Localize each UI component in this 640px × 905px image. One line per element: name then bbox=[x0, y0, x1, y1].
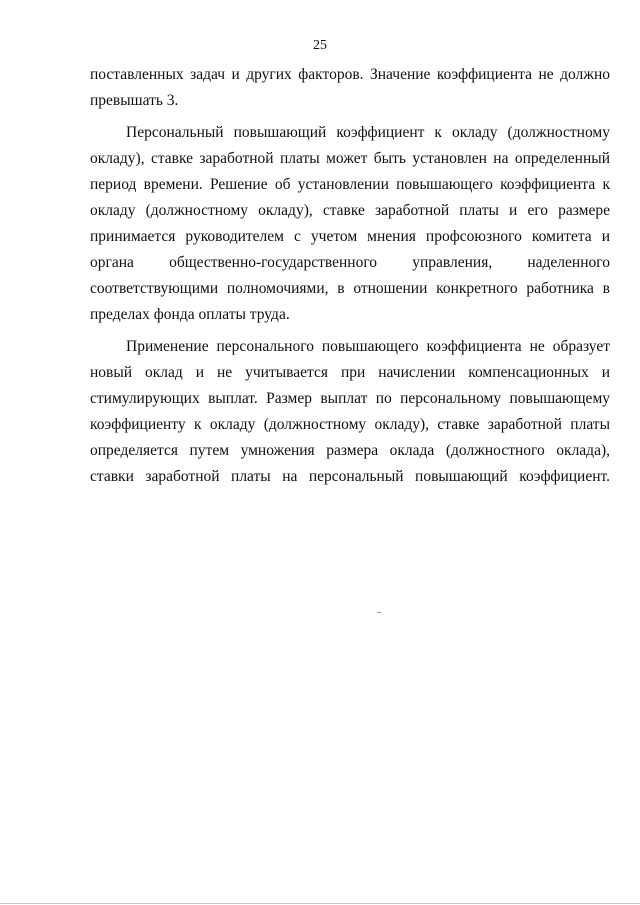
scan-speck bbox=[377, 612, 381, 613]
paragraph-continuation: поставленных задач и других факторов. Значение коэффициента не должно превышать 3. bbox=[90, 66, 610, 109]
scan-edge-line bbox=[0, 903, 640, 904]
page-number: 25 bbox=[313, 38, 327, 53]
paragraph-coefficient-application: Применение персонального повышающего коэффициента не образует новый оклад и не учитывается при начислении компенсационных и стимулирующих выплат. Размер выплат по персональному повышающему коэффициенту к окладу (должностному окладу), ставке заработной платы определяется путем умножения размера оклада (должностного оклада), ставки заработной платы на персональный повышающий коэффициент. bbox=[90, 338, 610, 485]
document-body bbox=[90, 62, 610, 496]
paragraph-personal-coefficient: Персональный повышающий коэффициент к окладу (должностному окладу), ставке заработной платы может быть установлен на определенный период времени. Решение об установлении повышающего коэффициента к окладу (должностному окладу), ставке заработной платы и его размере принимается руководителем с учетом мнения профсоюзного комитета и органа общественно-государственного управления, наделенного соответствующими полномочиями, в отношении конкретного работника в пределах фонда оплаты труда. bbox=[90, 124, 610, 323]
